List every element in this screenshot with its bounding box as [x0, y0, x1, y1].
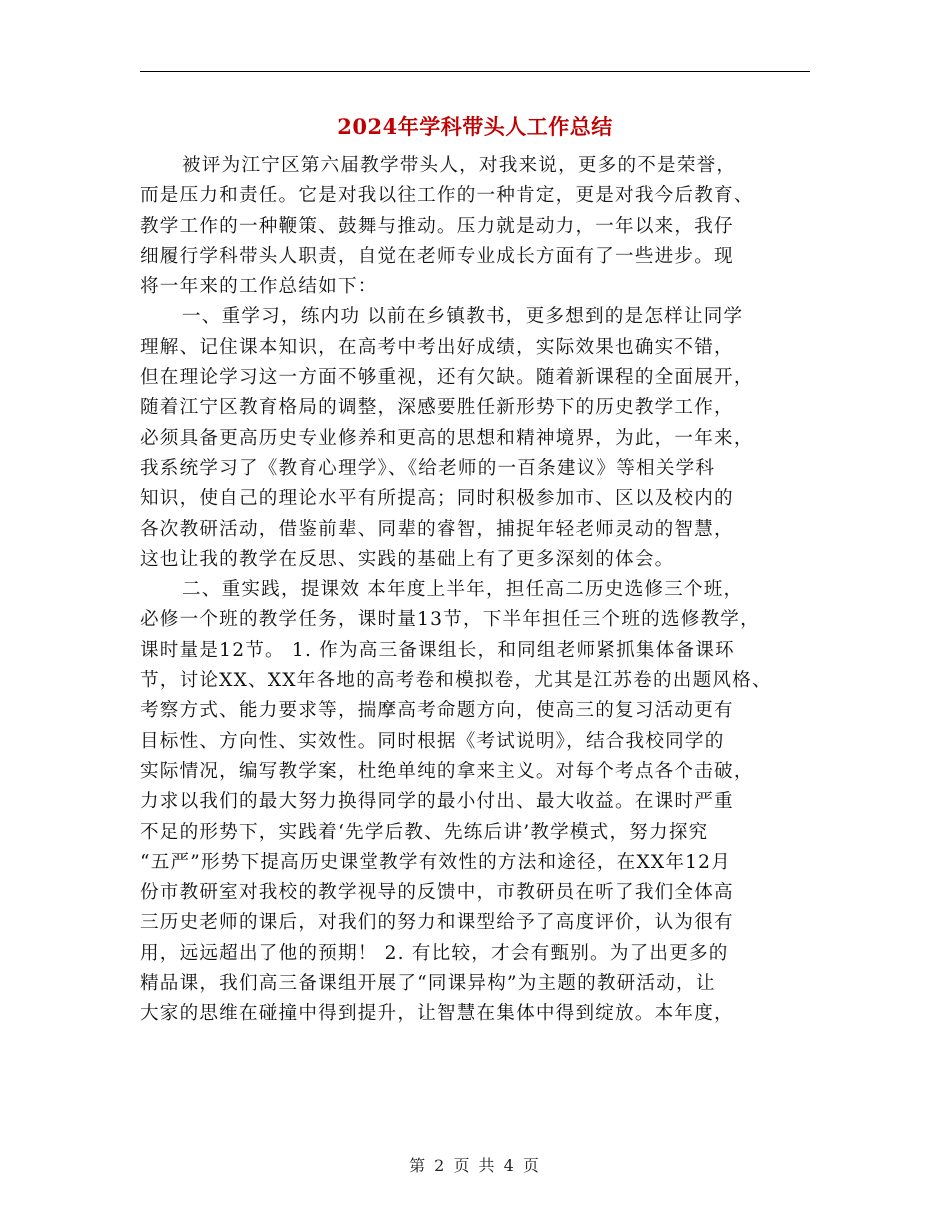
body-line: 课时量是12节。 1. 作为高三备课组长，和同组老师紧抓集体备课环	[140, 639, 735, 661]
body-line: 但在理论学习这一方面不够重视，还有欠缺。随着新课程的全面展开，	[140, 367, 754, 389]
body-line: 考察方式、能力要求等，揣摩高考命题方向，使高三的复习活动更有	[140, 700, 734, 722]
body-line: 二、重实践，提课效 本年度上半年，担任高二历史选修三个班，	[182, 579, 744, 601]
body-line: 必须具备更高历史专业修养和更高的思想和精神境界，为此，一年来，	[140, 427, 754, 449]
body-line: 细履行学科带头人职责，自觉在老师专业成长方面有了一些进步。现	[140, 245, 734, 267]
body-line: 节，讨论XX、XX年各地的高考卷和模拟卷，尤其是江苏卷的出题风格、	[140, 670, 772, 692]
body-line: 精品课，我们高三备课组开展了“同课异构”为主题的教研活动，让	[140, 973, 716, 995]
body-line: 目标性、方向性、实效性。同时根据《考试说明》，结合我校同学的	[140, 730, 725, 752]
header-rule	[140, 71, 810, 72]
body-line: 我系统学习了《教育心理学》、《给老师的一百条建议》等相关学科	[140, 457, 716, 479]
body-line: 被评为江宁区第六届教学带头人，对我来说，更多的不是荣誉，	[182, 155, 737, 176]
document-title: 2024年学科带头人工作总结	[337, 114, 613, 139]
body-line: 一、重学习，练内功 以前在乡镇教书，更多想到的是怎样让同学	[182, 306, 744, 328]
body-line: 大家的思维在碰撞中得到提升，让智慧在集体中得到绽放。本年度，	[140, 1003, 734, 1025]
body-line: 而是压力和责任。它是对我以往工作的一种肯定，更是对我今后教育、	[140, 185, 754, 207]
body-line: 将一年来的工作总结如下：	[140, 276, 378, 298]
document-body	[140, 151, 812, 1030]
body-line: 力求以我们的最大努力换得同学的最小付出、最大收益。在课时严重	[140, 791, 734, 813]
body-line: 不足的形势下，实践着‘先学后教、先练后讲’教学模式，努力探究	[140, 821, 709, 843]
body-line: 随着江宁区教育格局的调整，深感要胜任新形势下的历史教学工作，	[140, 397, 734, 419]
body-line: 理解、记住课本知识，在高考中考出好成绩，实际效果也确实不错，	[140, 336, 734, 358]
body-line: 各次教研活动，借鉴前辈、同辈的睿智，捕捉年轻老师灵动的智慧，	[140, 518, 734, 540]
body-line: 这也让我的教学在反思、实践的基础上有了更多深刻的体会。	[140, 548, 675, 570]
body-line: 教学工作的一种鞭策、鼓舞与推动。压力就是动力，一年以来，我仔	[140, 215, 734, 237]
page-number: 第 2 页 共 4 页	[409, 1156, 541, 1175]
body-line: 知识，使自己的理论水平有所提高；同时积极参加市、区以及校内的	[140, 488, 734, 510]
body-line: 必修一个班的教学任务，课时量13节，下半年担任三个班的选修教学，	[140, 609, 760, 631]
body-line: 三历史老师的课后，对我们的努力和课型给予了高度评价，认为很有	[140, 912, 734, 934]
body-line: “五严”形势下提高历史课堂教学有效性的方法和途径，在XX年12月	[140, 851, 731, 873]
body-line: 份市教研室对我校的教学视导的反馈中，市教研员在听了我们全体高	[140, 882, 734, 904]
body-line: 用，远远超出了他的预期！ 2. 有比较，才会有甄别。为了出更多的	[140, 942, 729, 964]
body-line: 实际情况，编写教学案，杜绝单纯的拿来主义。对每个考点各个击破，	[140, 760, 754, 782]
